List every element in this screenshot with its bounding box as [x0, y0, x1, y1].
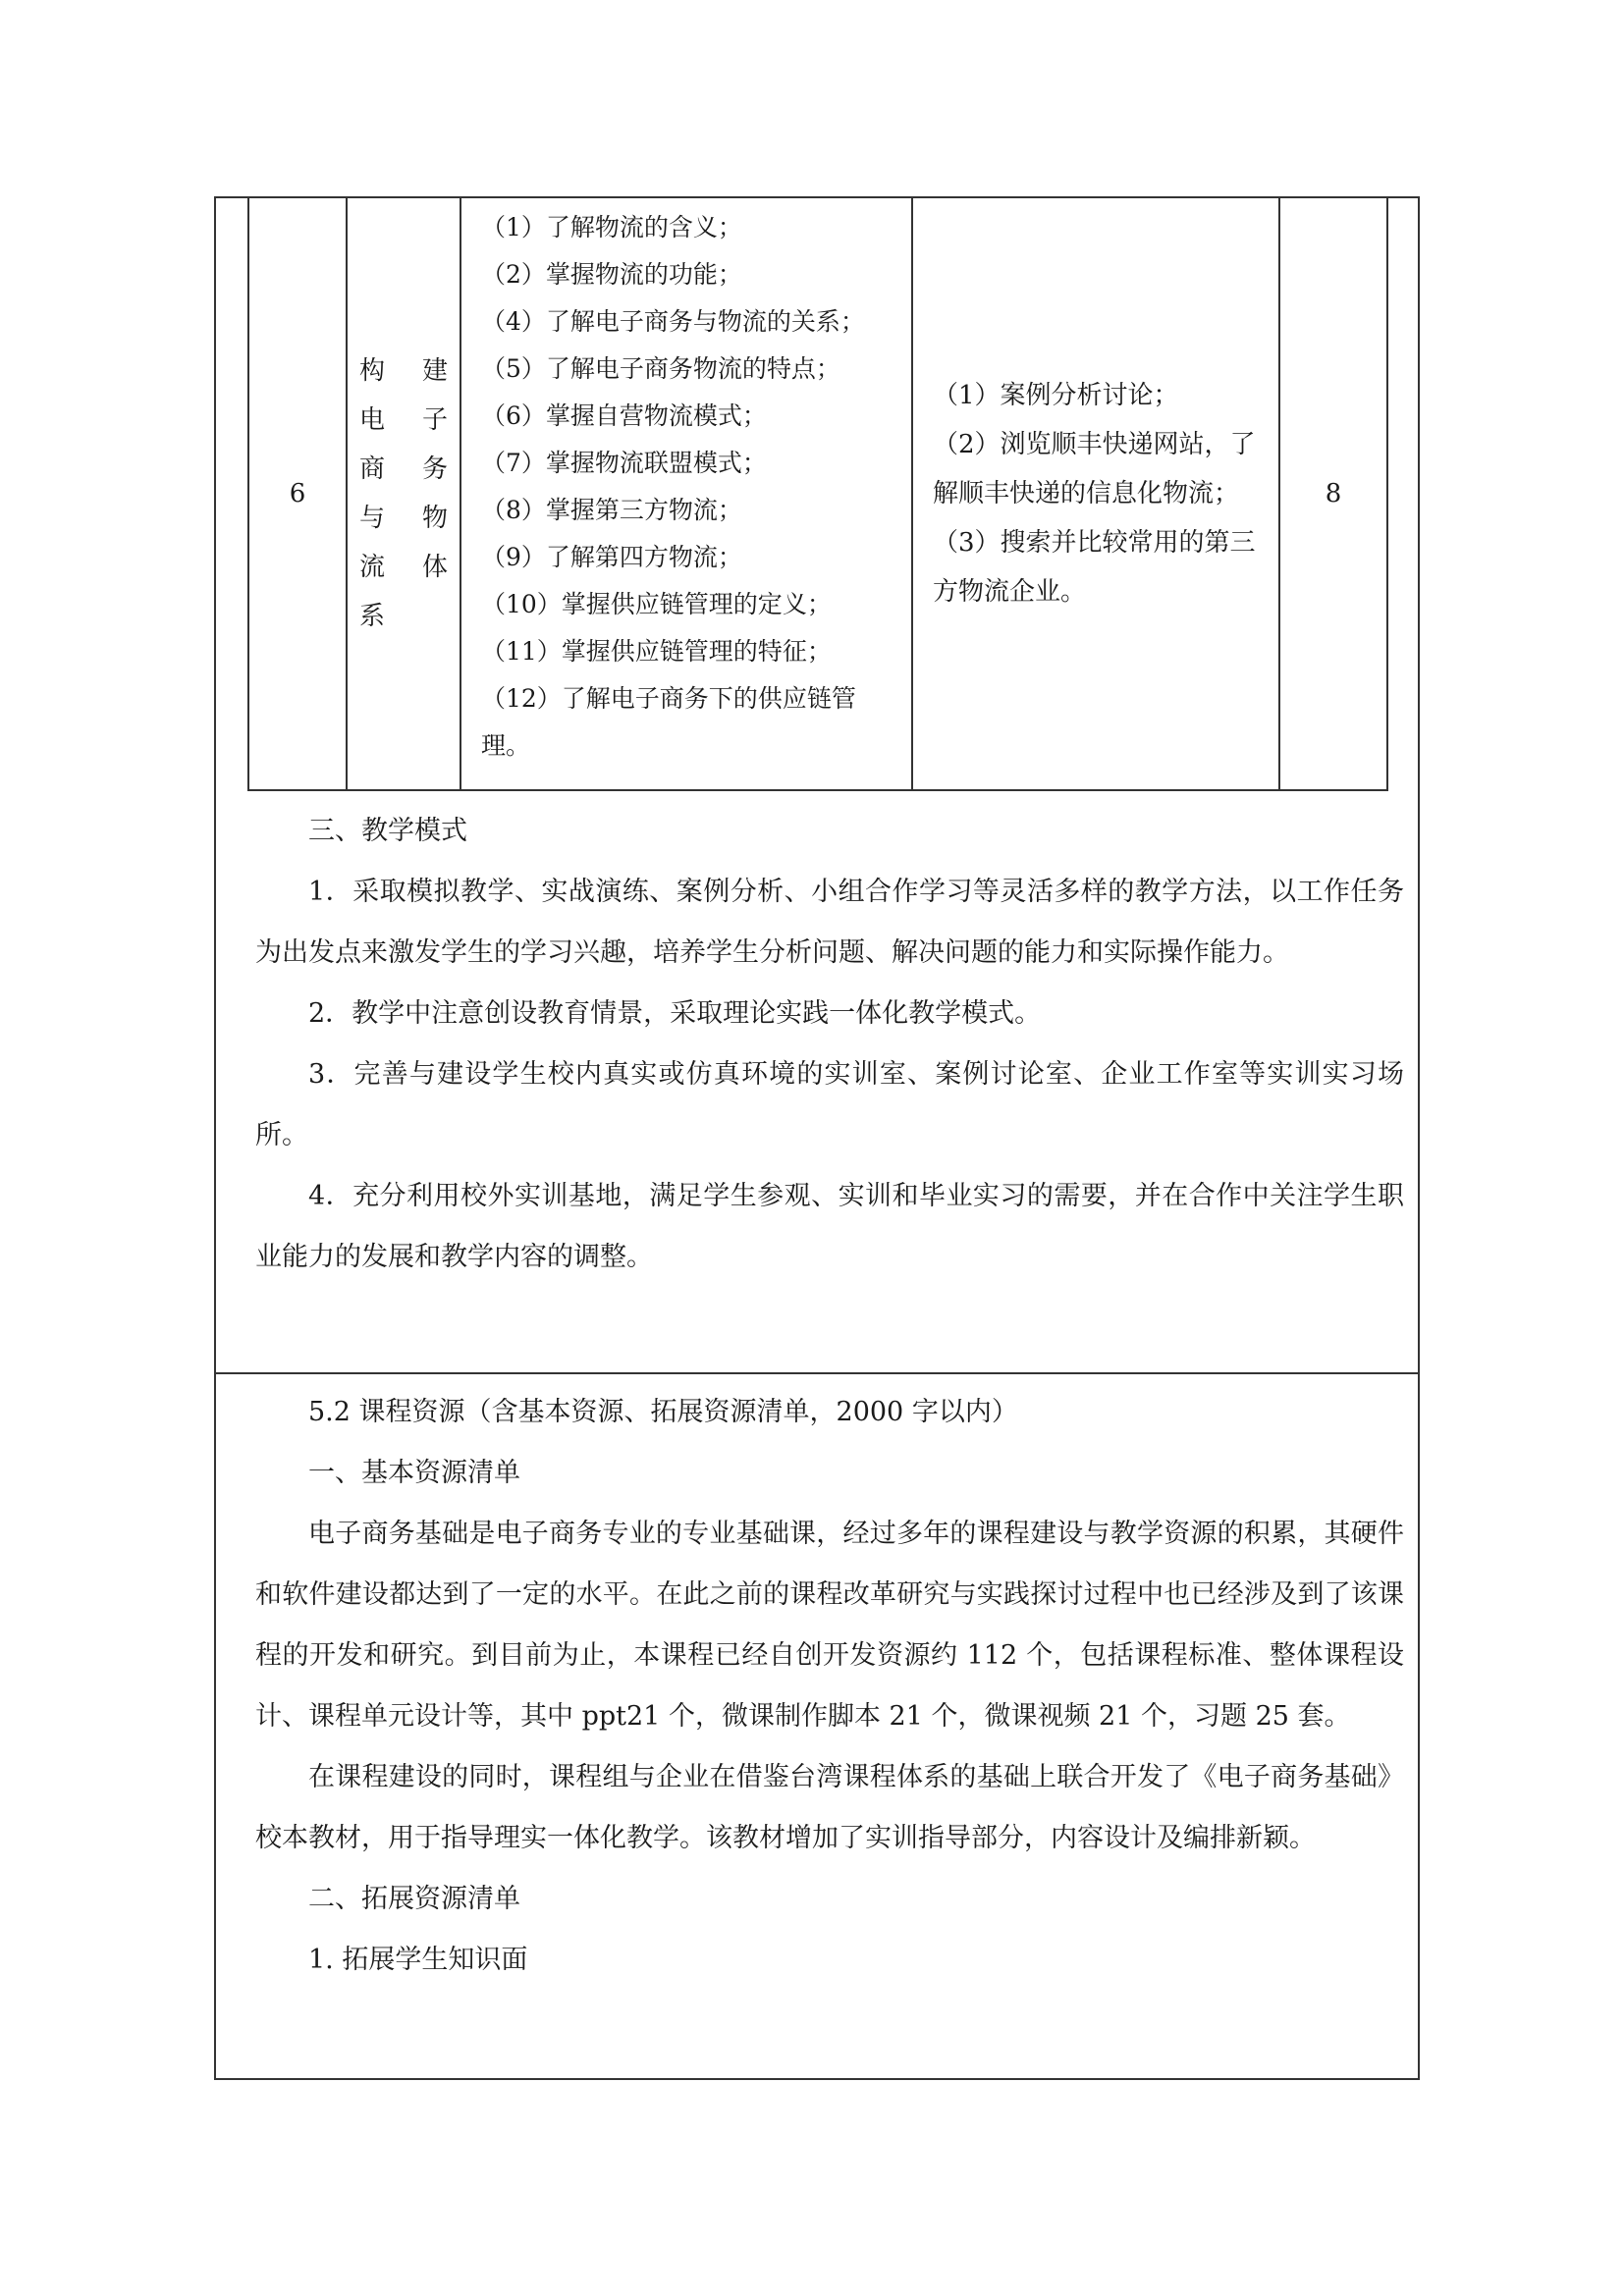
unit-title-char: 与	[359, 504, 386, 533]
activity-item: （3）搜索并比较常用的第三方物流企业。	[933, 528, 1256, 607]
objective-item: （1）了解物流的含义；	[481, 213, 742, 241]
objective-item: （11）掌握供应链管理的特征；	[481, 637, 832, 666]
basic-resources-paragraph: 在课程建设的同时，课程组与企业在借鉴台湾课程体系的基础上联合开发了《电子商务基础》校本教材，用于指导理实一体化教学。该教材增加了实训指导部分，内容设计及编排新颖。	[255, 1762, 1404, 1853]
objective-item: （9）了解第四方物流；	[481, 543, 742, 571]
objective-item: （5）了解电子商务物流的特点；	[481, 354, 840, 383]
resources-section-title: 5.2 课程资源（含基本资源、拓展资源清单，2000 字以内）	[308, 1397, 1018, 1427]
basic-resources-paragraph: 电子商务基础是电子商务专业的专业基础课，经过多年的课程建设与教学资源的积累，其硬件和软件建设都达到了一定的水平。在此之前的课程改革研究与实践探讨过程中也已经涉及到了该课程的开发和研究。到目前为止，本课程已经自创开发资源约 112 个，包括课程标准、整体课程设计、课程单元设计等，其中 ppt21 个，微课制作脚本 21 个，微课视频 21 个，习题 25 套。	[255, 1519, 1404, 1732]
basic-resources-heading: 一、基本资源清单	[308, 1458, 520, 1488]
course-unit-table	[247, 196, 1388, 791]
unit-title	[347, 197, 460, 790]
activity-item: （2）浏览顺丰快递网站，了解顺丰快递的信息化物流；	[933, 430, 1256, 508]
unit-hours: 8	[1279, 197, 1387, 790]
activities-cell	[912, 197, 1279, 790]
objective-item: （2）掌握物流的功能；	[481, 260, 742, 289]
extended-resources-item: 1. 拓展学生知识面	[308, 1945, 528, 1975]
unit-title-char: 物	[421, 504, 448, 533]
objective-item: （8）掌握第三方物流；	[481, 496, 742, 524]
teaching-mode-item: 1．采取模拟教学、实战演练、案例分析、小组合作学习等灵活多样的教学方法，以工作任务为出发点来激发学生的学习兴趣，培养学生分析问题、解决问题的能力和实际操作能力。	[255, 877, 1404, 968]
objective-item: （6）掌握自营物流模式；	[481, 401, 767, 430]
activity-item: （1）案例分析讨论；	[933, 381, 1179, 410]
unit-title-char: 子	[421, 405, 448, 435]
unit-title-char: 体	[421, 553, 448, 582]
teaching-mode-item: 4．充分利用校外实训基地，满足学生参观、实训和毕业实习的需要，并在合作中关注学生职业能力的发展和教学内容的调整。	[255, 1181, 1404, 1272]
teaching-mode-item: 2．教学中注意创设教育情景，采取理论实践一体化教学模式。	[308, 998, 1042, 1029]
unit-title-char: 构	[359, 356, 386, 386]
unit-title-char: 商	[359, 454, 386, 484]
table-row	[248, 197, 1387, 790]
objective-item: （10）掌握供应链管理的定义；	[481, 590, 832, 618]
unit-title-char: 流	[359, 553, 386, 582]
section-divider	[214, 1372, 1420, 1374]
teaching-mode-item: 3．完善与建设学生校内真实或仿真环境的实训室、案例讨论室、企业工作室等实训实习场所。	[255, 1059, 1404, 1150]
extended-resources-heading: 二、拓展资源清单	[308, 1884, 520, 1914]
unit-title-char: 务	[421, 454, 448, 484]
teaching-mode-section	[255, 801, 1404, 1288]
objectives-cell	[460, 197, 912, 790]
unit-title-char: 建	[421, 356, 448, 386]
objective-item: （4）了解电子商务与物流的关系；	[481, 307, 865, 336]
objective-item: （12）了解电子商务下的供应链管理。	[481, 684, 856, 760]
unit-title-char: 系	[359, 602, 386, 631]
course-resources-section	[255, 1382, 1404, 1991]
teaching-mode-heading: 三、教学模式	[308, 816, 467, 846]
unit-title-char: 电	[359, 405, 386, 435]
unit-number: 6	[248, 197, 347, 790]
objective-item: （7）掌握物流联盟模式；	[481, 449, 767, 477]
